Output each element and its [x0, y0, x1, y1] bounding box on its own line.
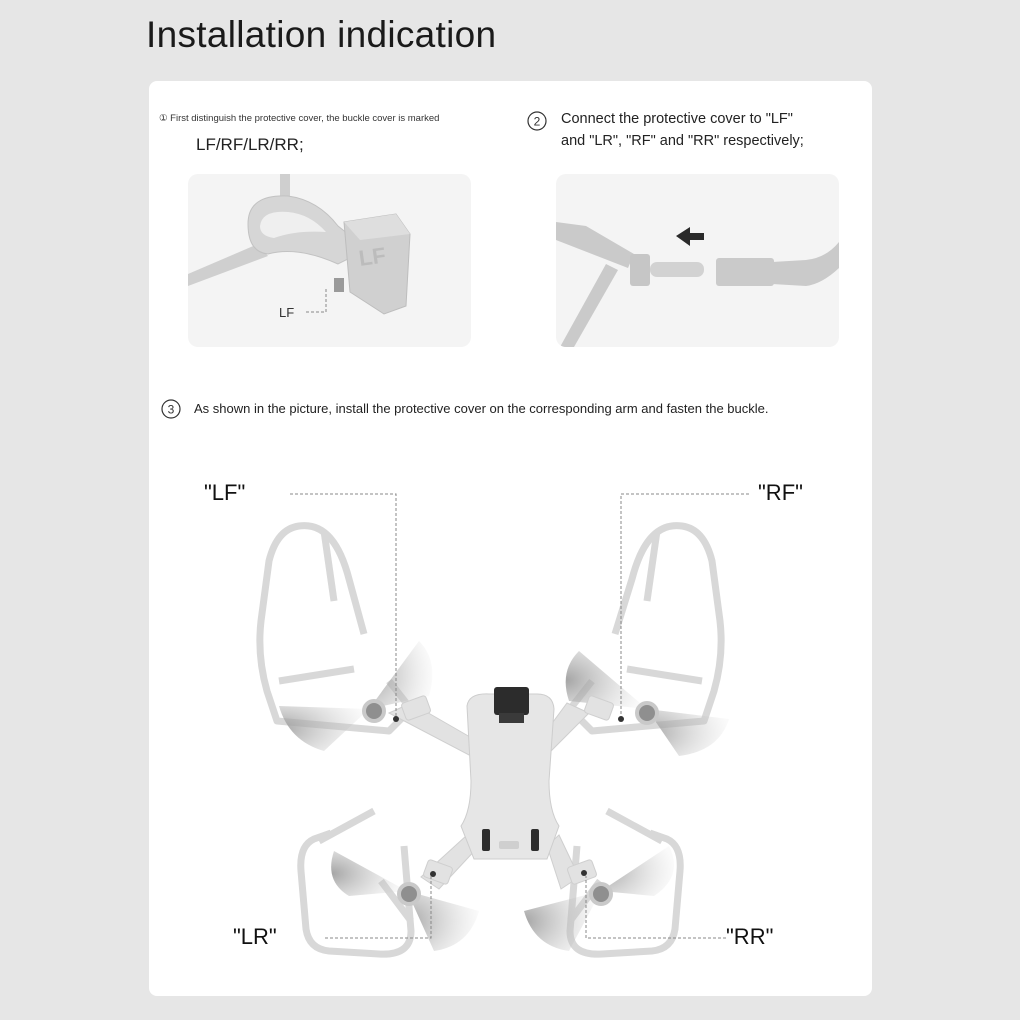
- step1-text-line1: ① First distinguish the protective cover, the buckle cover is marked: [159, 113, 440, 124]
- step2-text-line2: and "LR", "RF" and "RR" respectively;: [561, 133, 804, 149]
- label-lr: "LR": [233, 924, 277, 949]
- step3-number-icon: [161, 399, 181, 419]
- step2-text-line1: Connect the protective cover to "LF": [561, 111, 793, 127]
- guard-connect-illustration: [556, 174, 839, 347]
- step2-number: 2: [533, 114, 541, 129]
- svg-text:LF: LF: [357, 242, 388, 271]
- label-rr: "RR": [726, 924, 774, 949]
- step2-number-icon: [527, 111, 547, 131]
- step2-image-panel: [556, 174, 839, 347]
- step1-text-line2: LF/RF/LR/RR;: [196, 135, 304, 154]
- instruction-card: [149, 81, 872, 996]
- step3-text: As shown in the picture, install the protective cover on the corresponding arm and fasten the buckle.: [194, 401, 769, 416]
- step3-number: 3: [167, 402, 175, 417]
- step1-image-label: LF: [279, 305, 295, 320]
- drone-with-guards-illustration: [149, 451, 872, 996]
- guard-buckle-illustration: [188, 174, 471, 347]
- step1-image-panel: [188, 174, 471, 347]
- label-rf: "RF": [758, 480, 803, 505]
- page-title: Installation indication: [146, 14, 497, 55]
- label-lf: "LF": [204, 480, 246, 505]
